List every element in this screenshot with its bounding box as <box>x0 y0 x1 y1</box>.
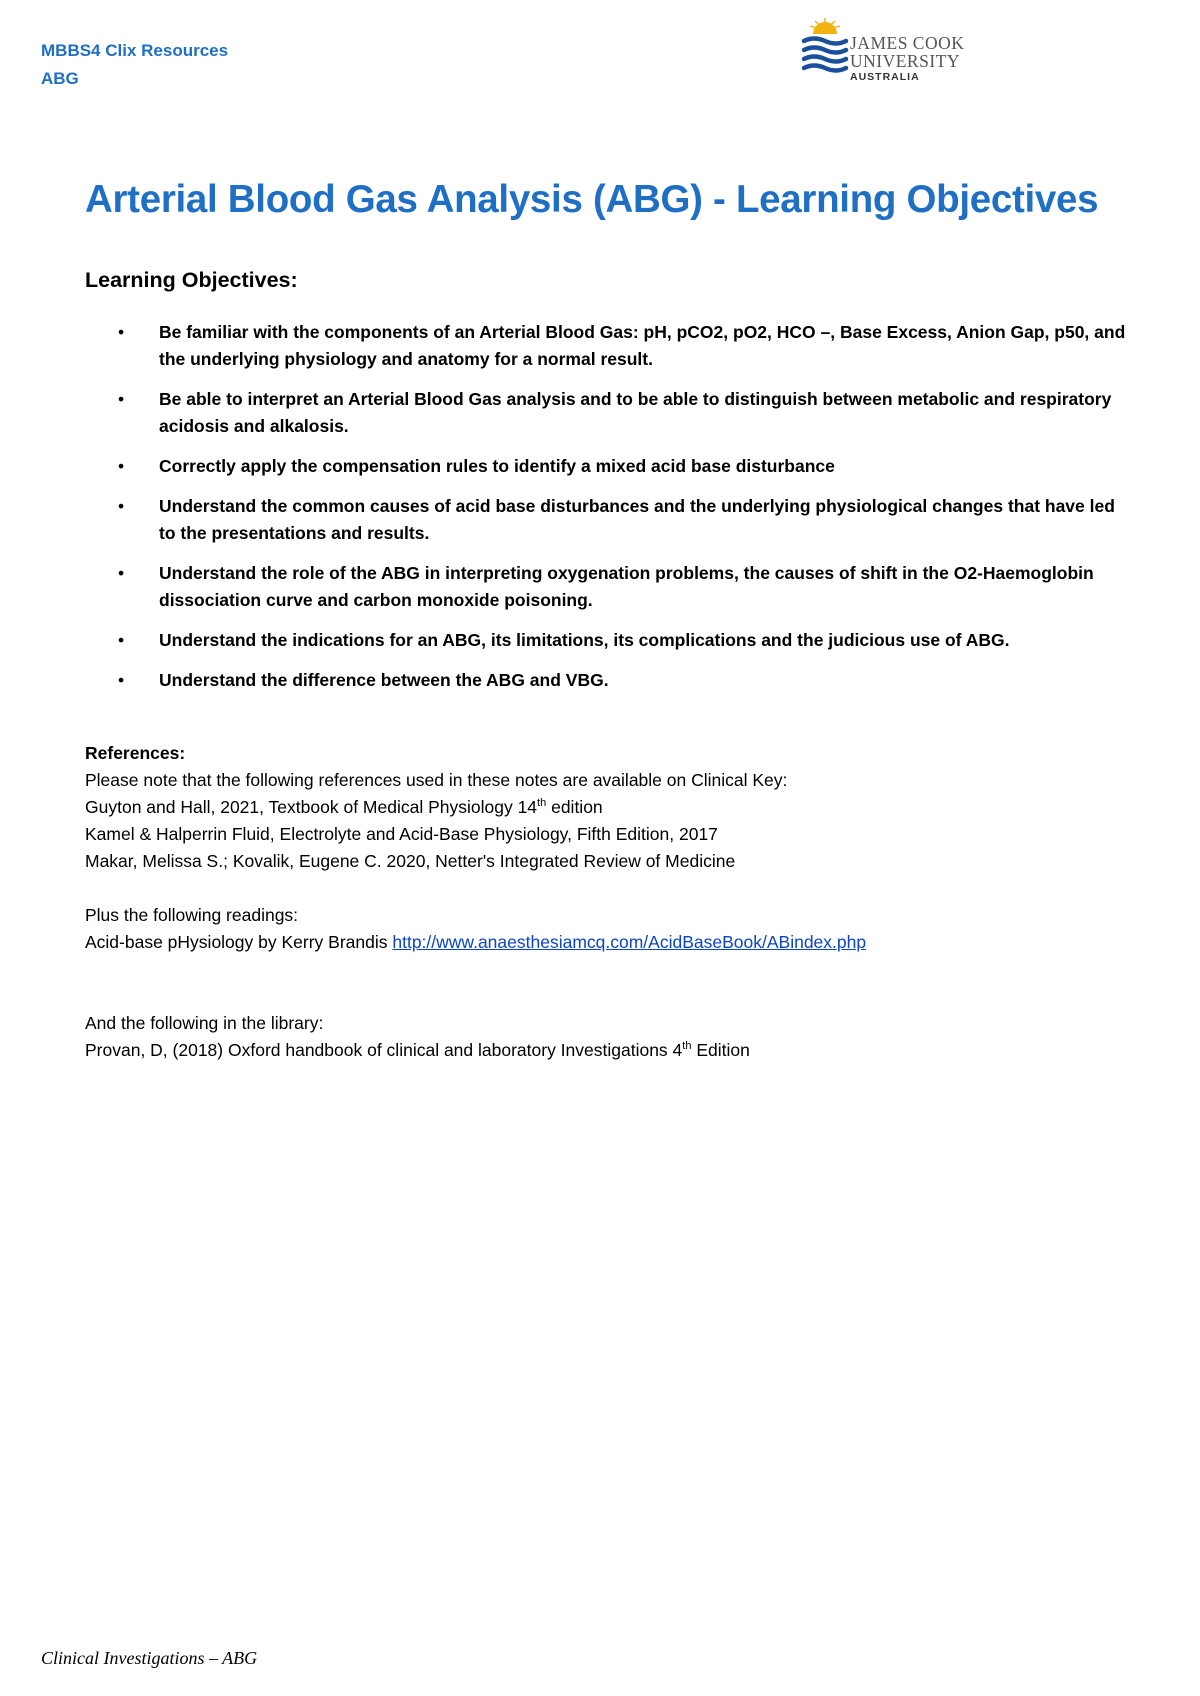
bullet-icon: • <box>118 670 125 690</box>
objective-text: Be familiar with the components of an Arterial Blood Gas: pH, pCO2, pO2, HCO –, Base Excess, Anion Gap, p50, and the underlying physiology and anatomy for a normal result. <box>159 322 1126 369</box>
objective-text: Understand the common causes of acid base disturbances and the underlying physiological changes that have led to the presentations and results. <box>159 496 1115 543</box>
objective-item <box>118 627 1128 654</box>
objective-item <box>118 386 1128 440</box>
references-section <box>85 740 1145 1064</box>
references-heading: References: <box>85 743 186 763</box>
page-title: Arterial Blood Gas Analysis (ABG) - Learning Objectives <box>85 178 1099 221</box>
reference-item: Kamel & Halperrin Fluid, Electrolyte and Acid-Base Physiology, Fifth Edition, 2017 <box>85 824 718 844</box>
spacer <box>85 956 1145 1010</box>
objective-text: Be able to interpret an Arterial Blood Gas analysis and to be able to distinguish between metabolic and respiratory acidosis and alkalosis. <box>159 389 1112 436</box>
spacer <box>85 875 1145 902</box>
header-topic: ABG <box>41 69 79 88</box>
objective-item <box>118 667 1128 694</box>
readings-heading: Plus the following readings: <box>85 905 299 925</box>
objective-text: Understand the indications for an ABG, its limitations, its complications and the judicious use of ABG. <box>159 630 1010 650</box>
objective-text: Correctly apply the compensation rules to identify a mixed acid base disturbance <box>159 456 835 476</box>
jcu-crest-icon <box>800 14 850 88</box>
reference-item: Guyton and Hall, 2021, Textbook of Medical Physiology 14th edition <box>85 797 603 817</box>
bullet-icon: • <box>118 563 125 583</box>
jcu-logo <box>800 14 972 88</box>
reading-item: Acid-base pHysiology by Kerry Brandis http://www.anaesthesiamcq.com/AcidBaseBook/ABindex.php <box>85 932 867 952</box>
objective-item <box>118 453 1128 480</box>
objectives-list <box>118 319 1128 707</box>
library-item: Provan, D, (2018) Oxford handbook of clinical and laboratory Investigations 4th Edition <box>85 1040 750 1060</box>
objectives-heading: Learning Objectives: <box>85 268 298 292</box>
objective-item <box>118 319 1128 373</box>
acid-base-book-link[interactable]: http://www.anaesthesiamcq.com/AcidBaseBook/ABindex.php <box>392 932 867 952</box>
document-header <box>41 37 228 93</box>
objective-item <box>118 560 1128 614</box>
objective-text: Understand the role of the ABG in interpreting oxygenation problems, the causes of shift in the O2-Haemoglobin dissociation curve and carbon monoxide poisoning. <box>159 563 1094 610</box>
objective-item <box>118 493 1128 547</box>
header-course: MBBS4 Clix Resources <box>41 41 229 60</box>
jcu-wordmark: JAMES COOK UNIVERSITY AUSTRALIA <box>850 33 965 83</box>
page-footer: Clinical Investigations – ABG <box>41 1648 258 1668</box>
objective-text: Understand the difference between the ABG and VBG. <box>159 670 609 690</box>
bullet-icon: • <box>118 322 125 342</box>
library-heading: And the following in the library: <box>85 1013 324 1033</box>
references-intro: Please note that the following references used in these notes are available on Clinical Key: <box>85 770 788 790</box>
reference-item: Makar, Melissa S.; Kovalik, Eugene C. 2020, Netter's Integrated Review of Medicine <box>85 851 736 871</box>
bullet-icon: • <box>118 496 125 516</box>
bullet-icon: • <box>118 630 125 650</box>
bullet-icon: • <box>118 456 125 476</box>
bullet-icon: • <box>118 389 125 409</box>
